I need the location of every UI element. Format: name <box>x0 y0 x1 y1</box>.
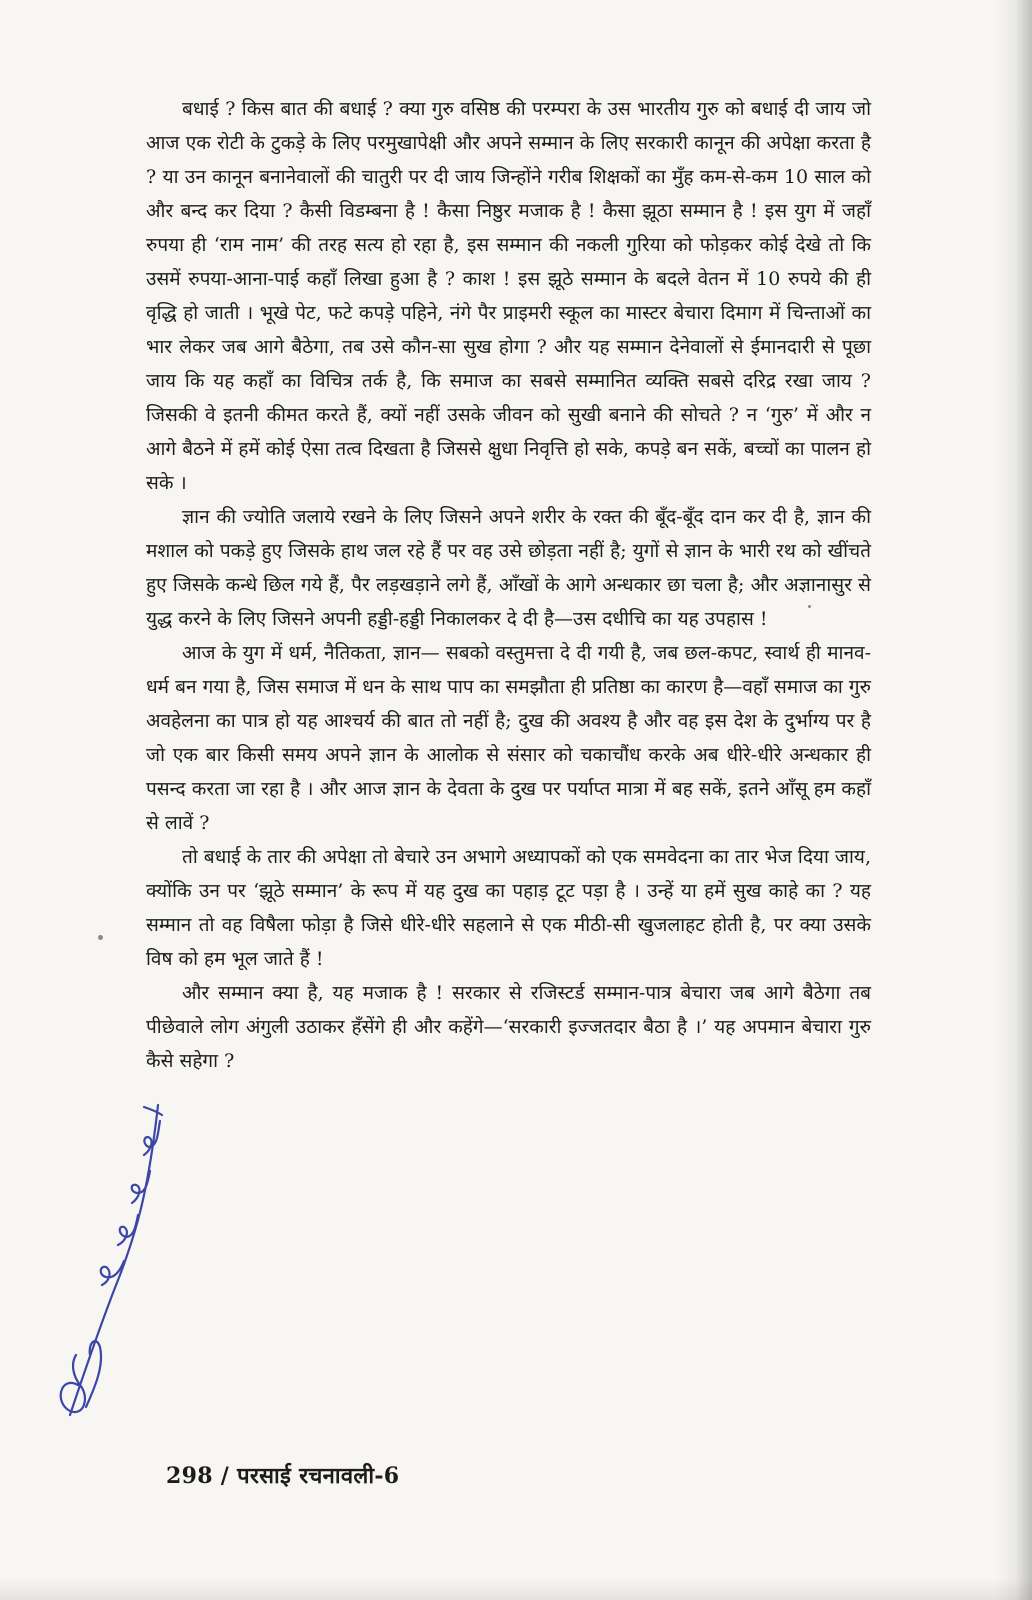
paragraph-3: आज के युग में धर्म, नैतिकता, ज्ञान— सबको वस्तुमत्ता दे दी गयी है, जब छल-कपट, स्वार्थ ही मानव-धर्म बन गया है, जिस समाज में धन के साथ पाप का समझौता ही प्रतिष्ठा का कारण है—वहाँ समाज का गुरु अवहेलना का पात्र हो यह आश्चर्य की बात तो नहीं है; दुख की अवश्य है और वह इस देश के दुर्भाग्य पर है जो एक बार किसी समय अपने ज्ञान के आलोक से संसार को चकाचौंध करके अब धीरे-धीरे अन्धकार ही पसन्द करता जा रहा है । और आज ज्ञान के देवता के दुख पर पर्याप्त मात्रा में बह सकें, इतने आँसू हम कहाँ से लावें ? <box>146 642 871 834</box>
ink-speck <box>98 935 103 940</box>
paragraph-1: बधाई ? किस बात की बधाई ? क्या गुरु वसिष्ठ की परम्परा के उस भारतीय गुरु को बधाई दी जाय जो आज एक रोटी के टुकड़े के लिए परमुखापेक्षी और अपने सम्मान के लिए सरकारी कानून की अपेक्षा करता है ? या उन कानून बनानेवालों की चातुरी पर दी जाय जिन्होंने गरीब शिक्षकों का मुँह कम-से-कम 10 साल को और बन्द कर दिया ? कैसी विडम्बना है ! कैसा निष्ठुर मजाक है ! कैसा झूठा सम्मान है ! इस युग में जहाँ रुपया ही ‘राम नाम’ की तरह सत्य हो रहा है, इस सम्मान की नकली गुरिया को फोड़कर कोई देखे तो कि उसमें रुपया-आना-पाई कहाँ लिखा हुआ है ? काश ! इस झूठे सम्मान के बदले वेतन में 10 रुपये की ही वृद्धि हो जाती । भूखे पेट, फटे कपड़े पहिने, नंगे पैर प्राइमरी स्कूल का मास्टर बेचारा दिमाग में चिन्ताओं का भार लेकर जब आगे बैठेगा, तब उसे कौन-सा सुख होगा ? और यह सम्मान देनेवालों से ईमानदारी से पूछा जाय कि यह कहाँ का विचित्र तर्क है, कि समाज का सबसे सम्मानित व्यक्ति सबसे दरिद्र रखा जाय ? जिसकी वे इतनी कीमत करते हैं, क्यों नहीं उसके जीवन को सुखी बनाने की सोचते ? न ‘गुरु’ में और न आगे बैठने में हमें कोई ऐसा तत्व दिखता है जिससे क्षुधा निवृत्ति हो सके, कपड़े बन सकें, बच्चों का पालन हो सके । <box>146 98 871 494</box>
paragraph-2: ज्ञान की ज्योति जलाये रखने के लिए जिसने अपने शरीर के रक्त की बूँद-बूँद दान कर दी है, ज्ञान की मशाल को पकड़े हुए जिसके हाथ जल रहे हैं पर वह उसे छोड़ता नहीं है; युगों से ज्ञान के भारी रथ को खींचते हुए जिसके कन्धे छिल गये हैं, पैर लड़खड़ाने लगे हैं, आँखों के आगे अन्धकार छा चला है; और अज्ञानासुर से युद्ध करने के लिए जिसने अपनी हड्डी-हड्डी निकालकर दे दी है—उस दधीचि का यह उपहास ! <box>146 506 871 630</box>
body-text <box>146 92 871 1078</box>
page-gutter-shadow <box>996 0 1032 1600</box>
page-footer: 298 / परसाई रचनावली-6 <box>166 1463 400 1489</box>
handwritten-margin-note <box>40 1085 170 1425</box>
ink-speck <box>808 605 811 608</box>
paragraph-5: और सम्मान क्या है, यह मजाक है ! सरकार से रजिस्टर्ड सम्मान-पात्र बेचारा जब आगे बैठेगा तब पीछेवाले लोग अंगुली उठाकर हँसेंगे ही और कहेंगे—‘सरकारी इज्जतदार बैठा है ।’ यह अपमान बेचारा गुरु कैसे सहेगा ? <box>146 982 871 1072</box>
page-bottom-shadow <box>0 1578 1032 1600</box>
paragraph-4: तो बधाई के तार की अपेक्षा तो बेचारे उन अभागे अध्यापकों को एक समवेदना का तार भेज दिया जाय, क्योंकि उन पर ‘झूठे सम्मान’ के रूप में यह दुख का पहाड़ टूट पड़ा है । उन्हें या हमें सुख काहे का ? यह सम्मान तो वह विषैला फोड़ा है जिसे धीरे-धीरे सहलाने से एक मीठी-सी खुजलाहट होती है, पर क्या उसके विष को हम भूल जाते हैं ! <box>146 846 871 970</box>
